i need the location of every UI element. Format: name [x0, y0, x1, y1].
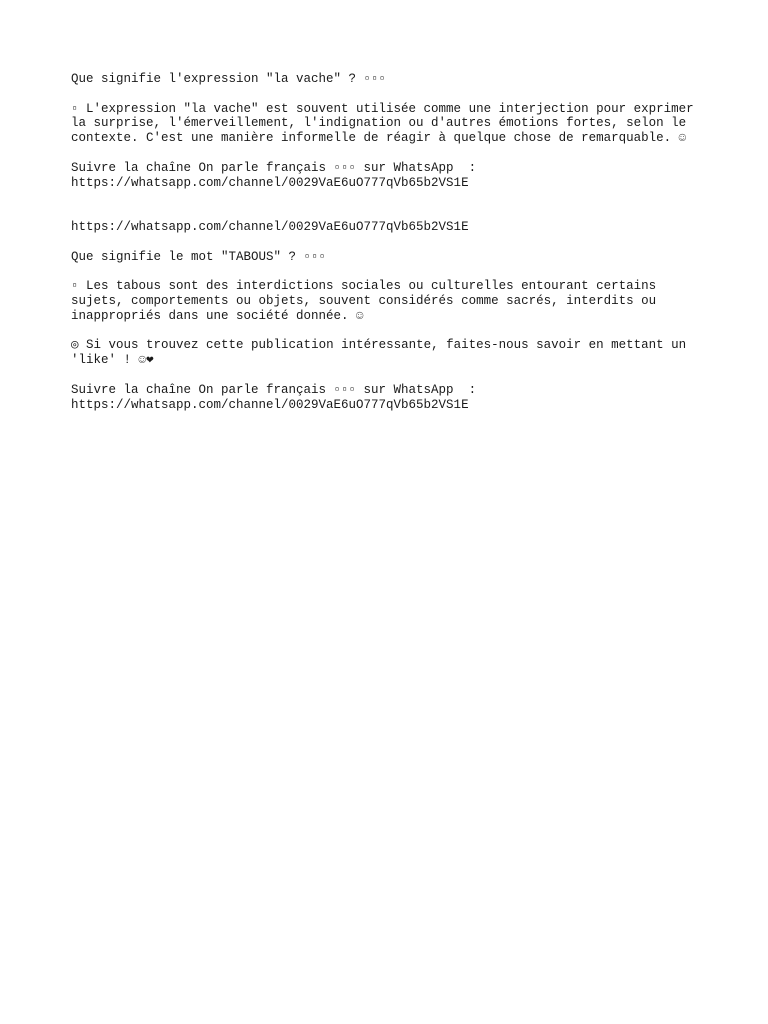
- channel-link[interactable]: https://whatsapp.com/channel/0029VaE6uO777qVb65b2VS1E: [71, 397, 469, 412]
- question-heading-tabous: [71, 250, 711, 265]
- text-line: Suivre la chaîne On parle français ▫▫▫ sur WhatsApp :: [71, 160, 477, 175]
- text-line: Que signifie le mot "TABOUS" ? ▫▫▫: [71, 249, 327, 264]
- channel-promo-2: [71, 383, 711, 413]
- text-line: sujets, comportements ou objets, souvent considérés comme sacrés, interdits ou: [71, 293, 657, 308]
- answer-paragraph-tabous: [71, 279, 711, 323]
- channel-promo-1: [71, 161, 711, 191]
- text-line: 'like' ! ☺❤: [71, 353, 154, 368]
- channel-link-standalone: [71, 220, 711, 235]
- text-line: ▫ Les tabous sont des interdictions sociales ou culturelles entourant certains: [71, 279, 657, 294]
- answer-paragraph-la-vache: [71, 102, 711, 146]
- text-line: Que signifie l'expression "la vache" ? ▫▫▫: [71, 72, 387, 86]
- question-heading-la-vache: [71, 72, 711, 87]
- text-line: inappropriés dans une société donnée. ☺: [71, 308, 364, 323]
- text-line: ◎ Si vous trouvez cette publication intéressante, faites-nous savoir en mettant un: [71, 338, 687, 353]
- text-line: ▫ L'expression "la vache" est souvent utilisée comme une interjection pour exprimer: [71, 101, 694, 116]
- text-line: la surprise, l'émerveillement, l'indignation ou d'autres émotions fortes, selon le: [71, 116, 687, 131]
- text-line: Suivre la chaîne On parle français ▫▫▫ sur WhatsApp :: [71, 382, 477, 397]
- text-line: contexte. C'est une manière informelle de réagir à quelque chose de remarquable. ☺: [71, 131, 687, 146]
- document-body: [71, 72, 711, 412]
- channel-link[interactable]: https://whatsapp.com/channel/0029VaE6uO777qVb65b2VS1E: [71, 219, 469, 234]
- channel-link[interactable]: https://whatsapp.com/channel/0029VaE6uO777qVb65b2VS1E: [71, 175, 469, 190]
- like-call-to-action: [71, 338, 711, 368]
